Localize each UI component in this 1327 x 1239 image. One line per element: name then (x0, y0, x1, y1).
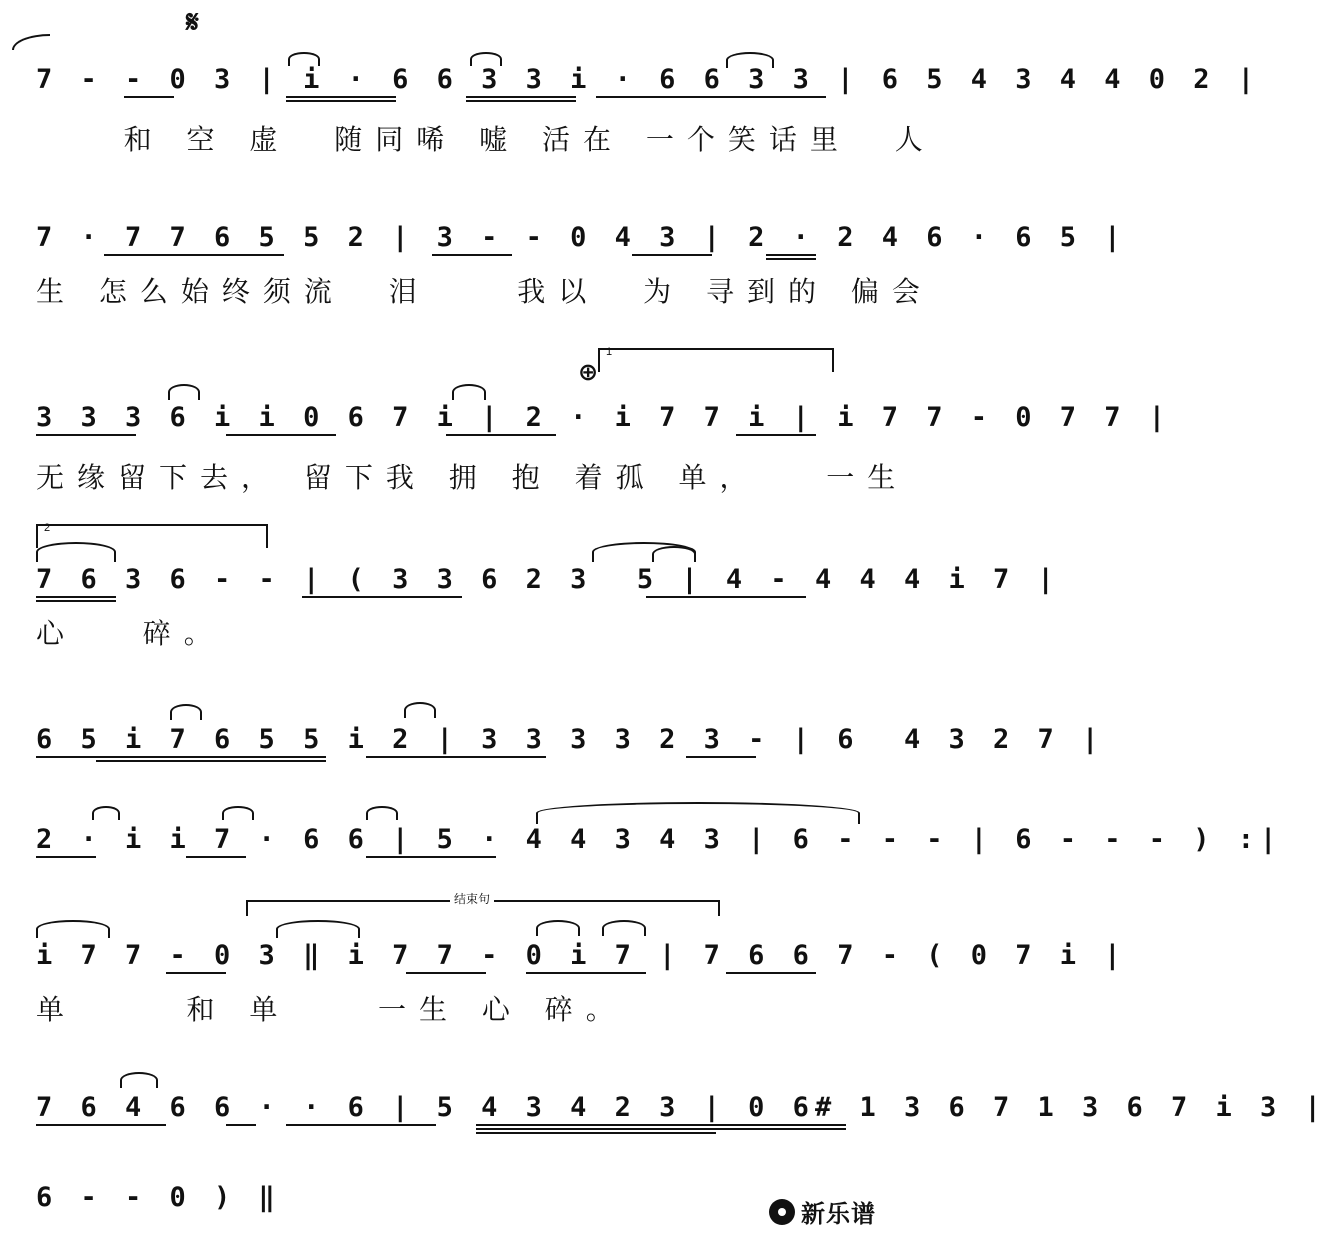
score-line-2 (36, 210, 1127, 320)
notation-row: 7 - - 0 3 | i · 6 6 3 3 i · 6 6 3 3 | 6 5 4 3 4 4 0 2 | (36, 64, 1261, 95)
record-disc-icon (769, 1199, 795, 1225)
slur (602, 920, 646, 936)
slur (170, 704, 202, 720)
slur (404, 702, 436, 718)
slur (92, 806, 120, 820)
slur (288, 52, 320, 66)
notation-row: 7 6 4 6 6 · · 6 | 5 4 3 4 2 3 | 0 6# 1 3 6 7 1 3 6 7 i 3 | (36, 1092, 1327, 1123)
score-line-9 (36, 1176, 856, 1226)
volta-first-ending (598, 348, 834, 372)
notation-row: 7 6 3 6 - - | ( 3 3 6 2 3 5 | 4 - 4 4 4 i 7 | (36, 564, 1060, 595)
beam (476, 1124, 846, 1126)
lyrics-row: 生 怎么始终须流 泪 我以 为 寻到的 偏会 (36, 275, 933, 308)
beam (466, 96, 576, 98)
volta-number: 1 (606, 346, 613, 358)
score-line-8 (36, 1080, 1327, 1140)
beam (366, 856, 496, 858)
site-logo (769, 1194, 876, 1229)
slur (536, 920, 580, 936)
slur (366, 806, 398, 820)
beam (286, 100, 396, 102)
slur (470, 52, 502, 66)
beam (476, 1128, 846, 1130)
segno-icon: 𝄋 (186, 6, 199, 39)
slur (452, 384, 486, 400)
beam (286, 96, 396, 98)
notation-row: 7 · 7 7 6 5 5 2 | 3 - - 0 4 3 | 2 · 2 4 6 · 6 5 | (36, 222, 1127, 253)
beam (632, 254, 712, 256)
notation-row: 6 - - 0 ) ‖ (36, 1182, 281, 1213)
beam (686, 756, 756, 758)
beam (124, 96, 174, 98)
score-line-5 (36, 712, 1105, 772)
slur (168, 384, 200, 400)
slur (652, 546, 696, 562)
beam (96, 760, 326, 762)
lyrics-row: 无缘留下去， 留下我 拥 抱 着孤 单， 一生 (36, 461, 909, 494)
beam (766, 254, 816, 256)
tie-fragment (12, 34, 50, 50)
beam (36, 434, 136, 436)
score-line-3 (36, 390, 1172, 500)
beam (526, 972, 646, 974)
slur (36, 542, 116, 562)
slur (726, 52, 774, 68)
notation-row: 3 3 3 6 i i 0 6 7 i | 2 · i 7 7 i | i 7 7 - 0 7 7 | (36, 402, 1172, 433)
lyrics-row: 单 和 单 一生 心 碎。 (36, 993, 627, 1026)
beam (302, 596, 462, 598)
slur (120, 1072, 158, 1088)
beam (406, 972, 486, 974)
slur (276, 920, 360, 938)
notation-row: i 7 7 - 0 3 ‖ i 7 7 - 0 i 7 | 7 6 6 7 - ( 0 7 i | (36, 940, 1127, 971)
slur (222, 806, 254, 820)
score-line-1 (36, 52, 1261, 162)
beam (476, 1132, 716, 1134)
beam (186, 856, 246, 858)
beam (104, 254, 284, 256)
slur (536, 802, 860, 824)
beam (166, 972, 226, 974)
beam (432, 254, 512, 256)
beam (736, 434, 816, 436)
beam (36, 600, 116, 602)
ending-label: 结束句 (450, 890, 494, 907)
beam (646, 596, 806, 598)
beam (366, 756, 546, 758)
beam (726, 972, 816, 974)
beam (36, 856, 96, 858)
lyrics-row: 和 空 虚 随同唏 嘘 活在 一个笑话里 人 (36, 123, 936, 156)
beam (766, 258, 816, 260)
score-line-4 (36, 552, 1060, 662)
coda-icon: ⊕ (578, 359, 599, 386)
beam (286, 1124, 436, 1126)
notation-row: 2 · i i 7 · 6 6 | 5 · 4 4 3 4 3 | 6 - - - | 6 - - - ) :| (36, 824, 1283, 855)
beam (226, 434, 336, 436)
beam (466, 100, 576, 102)
volta-number: 2 (44, 522, 51, 534)
beam (596, 96, 826, 98)
beam (226, 1124, 256, 1126)
score-line-6 (36, 812, 1283, 872)
beam (36, 756, 326, 758)
score-line-7 (36, 928, 1127, 1038)
beam (36, 596, 116, 598)
logo-text: 新乐谱 (801, 1201, 876, 1228)
beam (36, 1124, 166, 1126)
lyrics-row: 心 碎。 (36, 617, 225, 650)
slur (36, 920, 110, 938)
notation-row: 6 5 i 7 6 5 5 i 2 | 3 3 3 3 2 3 - | 6 4 3 2 7 | (36, 724, 1105, 755)
beam (446, 434, 556, 436)
